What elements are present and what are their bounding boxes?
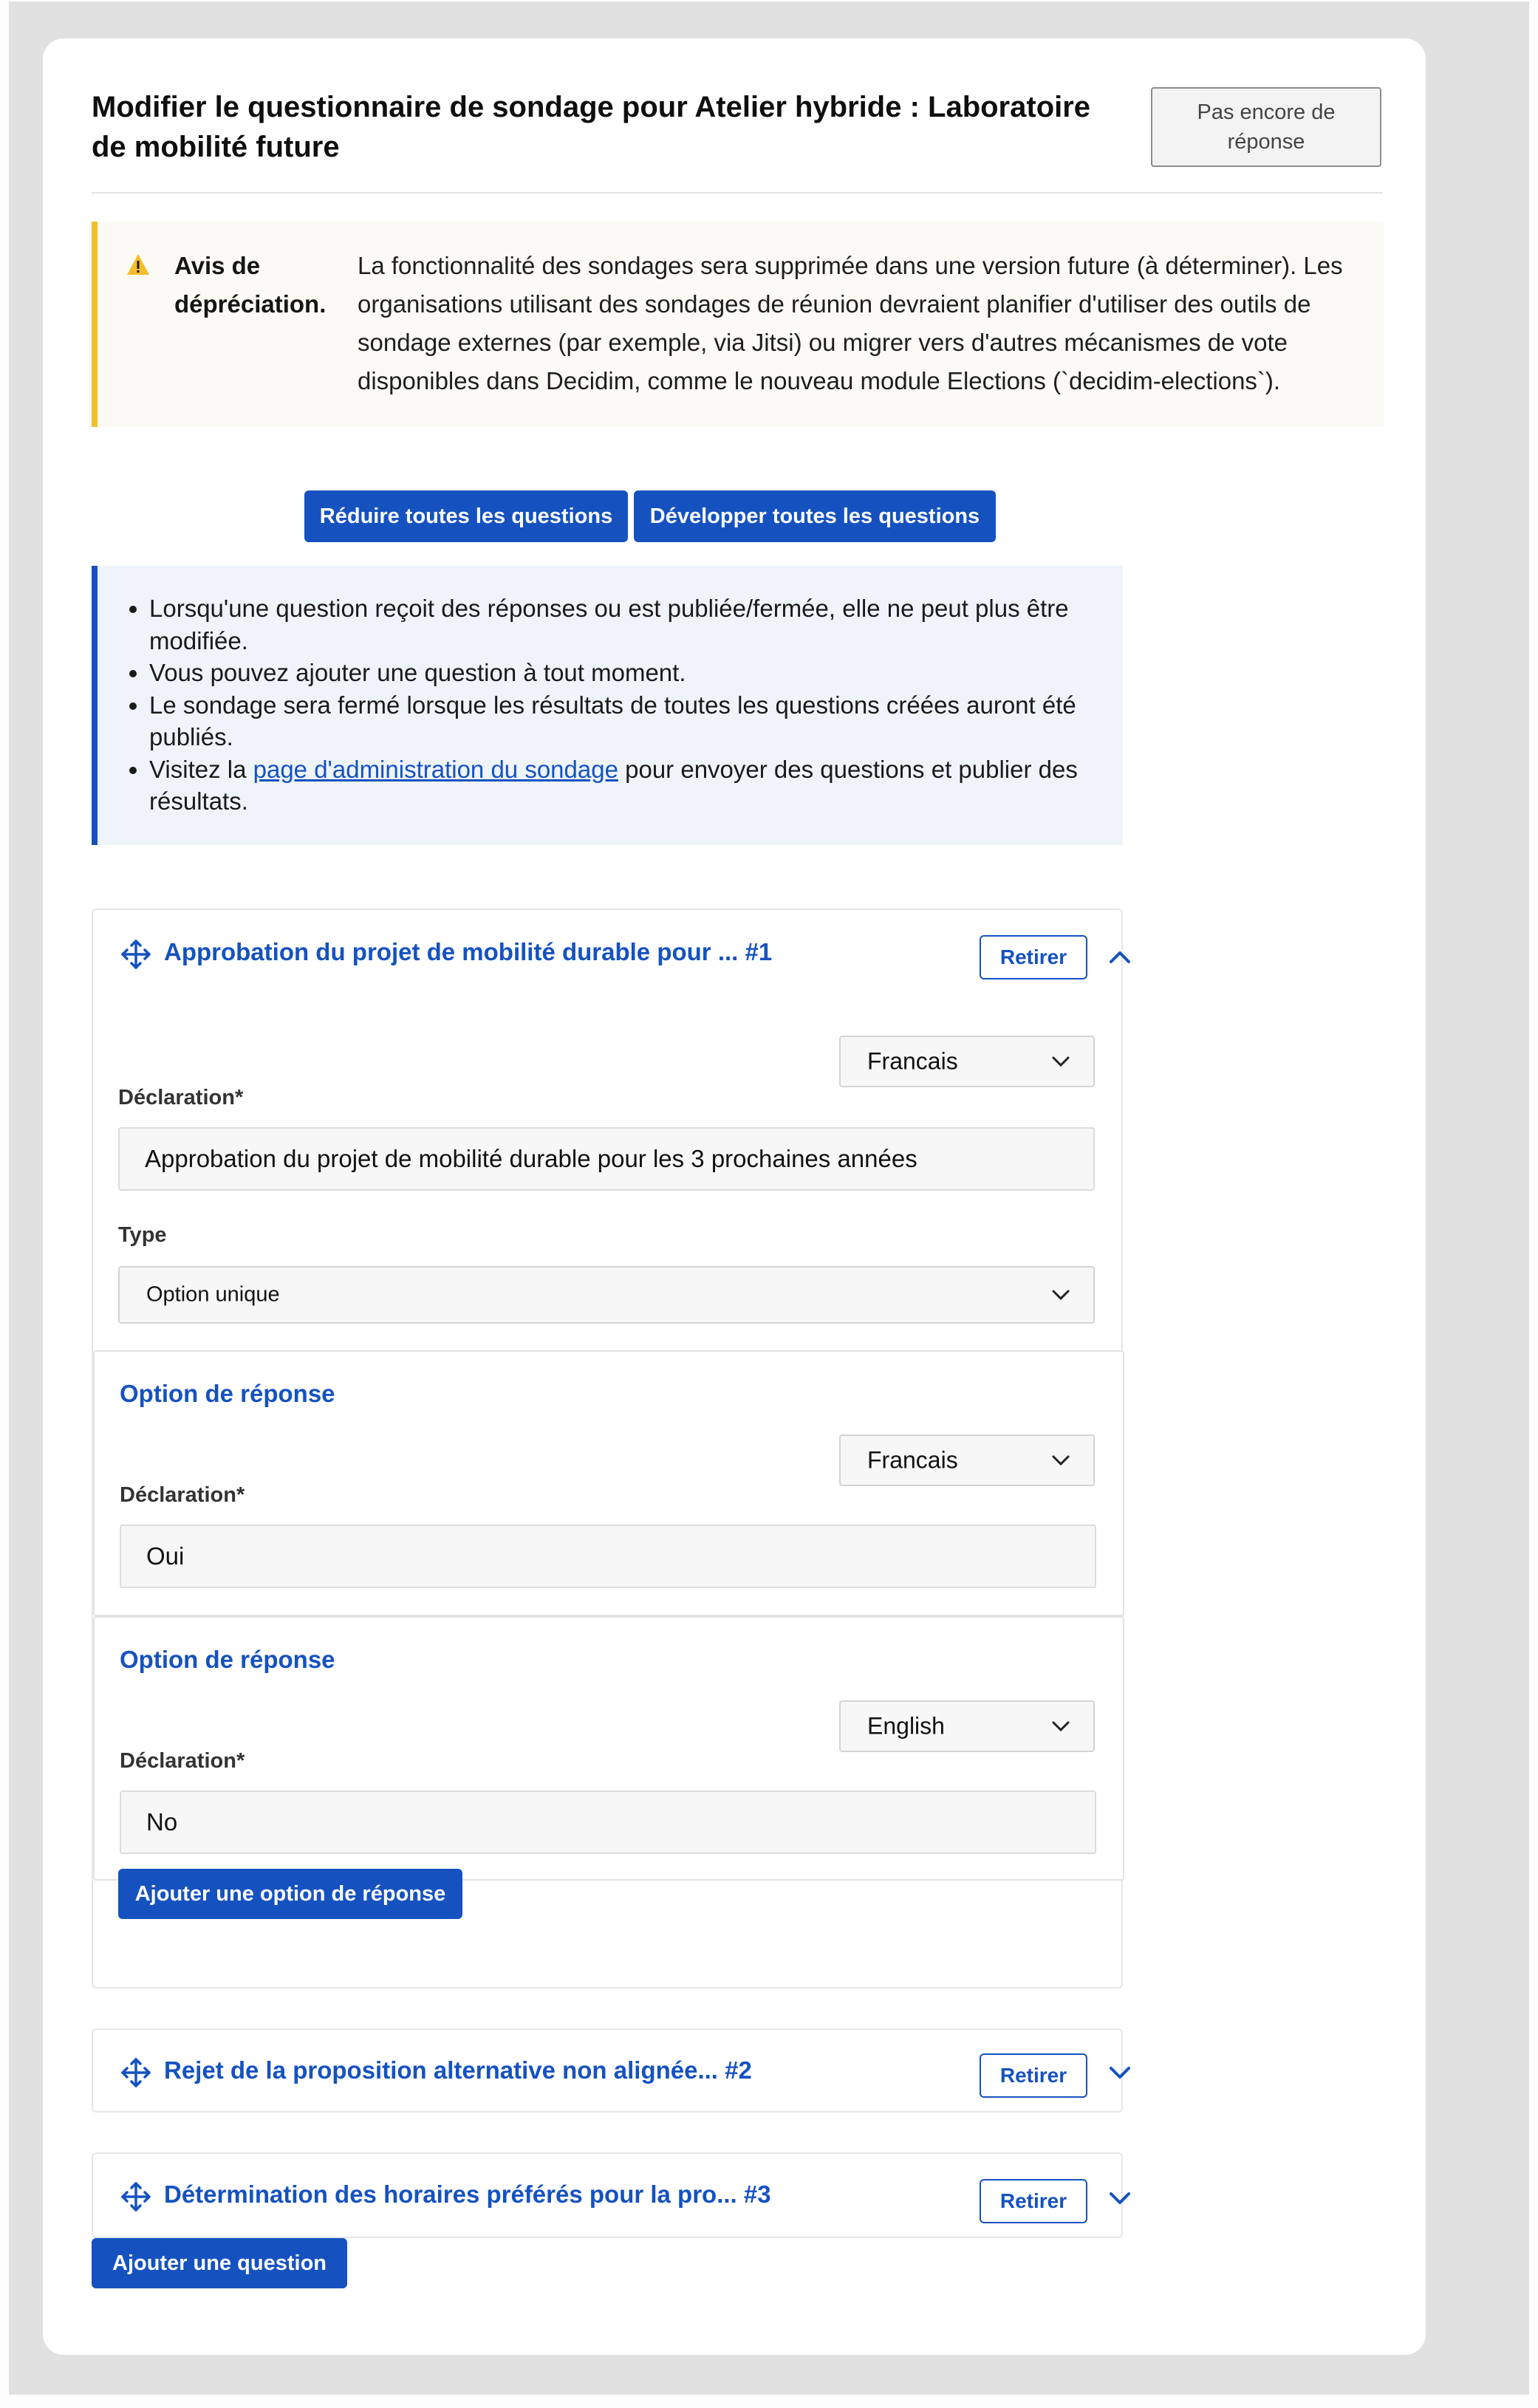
- chevron-down-icon: [1050, 1054, 1071, 1069]
- chevron-down-icon[interactable]: [1105, 2183, 1135, 2213]
- survey-editor-card: [43, 38, 1426, 2355]
- notice-text: La fonctionnalité des sondages sera supprimée dans une version future (à déterminer). Les organisations utilisant des sondages de réunion devraient planifier d'utiliser des outils de sondage externes (par exemple, via Jitsi) ou migrer vers d'autres mécanismes de vote disponibles dans Decidim, comme le nouveau module Elections (`decidim-elections`).: [358, 252, 1343, 394]
- type-label: Type: [118, 1223, 167, 1247]
- chevron-down-icon: [1050, 1287, 1071, 1302]
- statement-input-value: Approbation du projet de mobilité durable pour les 3 prochaines années: [145, 1145, 917, 1172]
- info-item: [149, 753, 1095, 818]
- chevron-up-icon[interactable]: [1105, 943, 1135, 972]
- drag-move-icon[interactable]: [120, 938, 152, 971]
- answer-option-value: No: [146, 1808, 178, 1836]
- chevron-down-icon: [1050, 1719, 1071, 1734]
- info-callout: [92, 566, 1123, 845]
- question-title[interactable]: Approbation du projet de mobilité durable pour ... #1: [164, 938, 773, 965]
- language-select[interactable]: [839, 1036, 1095, 1087]
- info-item: • Le sondage sera fermé lorsque les résultats de toutes les questions créées auront été publiés.: [149, 689, 1095, 753]
- answer-option-input[interactable]: [120, 1525, 1096, 1588]
- statement-label: Déclaration*: [118, 1086, 244, 1109]
- answer-option-card: [93, 1616, 1124, 1881]
- warning-icon: [126, 253, 151, 276]
- info-list: [149, 592, 1095, 818]
- language-select-value: English: [867, 1712, 945, 1740]
- answer-option-title: Option de réponse: [120, 1380, 335, 1407]
- deprecation-notice: [92, 222, 1384, 427]
- question-header[interactable]: [93, 910, 1121, 991]
- question-title[interactable]: Détermination des horaires préférés pour la pro... #3: [164, 2180, 771, 2208]
- remove-question-button[interactable]: Retirer: [980, 935, 1087, 979]
- info-item: • Lorsqu'une question reçoit des réponses ou est publiée/fermée, elle ne peut plus être modifiée.: [149, 592, 1095, 657]
- language-select[interactable]: [839, 1434, 1095, 1486]
- info-text: Visitez la: [149, 755, 247, 783]
- type-select[interactable]: [118, 1266, 1095, 1324]
- remove-question-button[interactable]: Retirer: [980, 2179, 1087, 2223]
- language-select-value: Francais: [867, 1047, 958, 1075]
- question-header[interactable]: [93, 2154, 1121, 2235]
- chevron-down-icon: [1050, 1453, 1071, 1468]
- chevron-down-icon[interactable]: [1105, 2058, 1135, 2087]
- expand-all-button[interactable]: Développer toutes les questions: [634, 490, 996, 542]
- answer-option-card: [93, 1350, 1124, 1616]
- drag-move-icon[interactable]: [120, 2056, 152, 2089]
- drag-move-icon[interactable]: [120, 2180, 152, 2213]
- question-card: [92, 2028, 1123, 2113]
- poll-admin-link[interactable]: page d'administration du sondage: [253, 755, 618, 783]
- language-select[interactable]: [839, 1700, 1095, 1752]
- question-card: [92, 2152, 1123, 2238]
- statement-input[interactable]: [118, 1127, 1095, 1191]
- collapse-all-button[interactable]: Réduire toutes les questions: [304, 490, 628, 542]
- answer-option-input[interactable]: [120, 1790, 1096, 1854]
- question-card: [92, 909, 1123, 1988]
- question-title[interactable]: Rejet de la proposition alternative non alignée... #2: [164, 2056, 752, 2084]
- status-badge: Pas encore de réponse: [1151, 87, 1381, 167]
- page-title: Modifier le questionnaire de sondage pour Atelier hybride : Laboratoire de mobilité future: [92, 91, 1091, 163]
- answer-option-value: Oui: [146, 1542, 185, 1570]
- language-select-value: Francais: [867, 1446, 958, 1474]
- type-select-value: Option unique: [146, 1282, 280, 1307]
- statement-label: Déclaration*: [120, 1483, 245, 1507]
- statement-label: Déclaration*: [120, 1749, 245, 1773]
- divider: [92, 192, 1383, 194]
- question-header[interactable]: [93, 2030, 1121, 2111]
- info-text: pour envoyer des questions et publier des résultats.: [149, 755, 1078, 815]
- add-answer-option-button[interactable]: Ajouter une option de réponse: [118, 1869, 462, 1919]
- notice-title: Avis de dépréciation.: [174, 252, 327, 318]
- answer-option-title: Option de réponse: [120, 1646, 335, 1673]
- info-item: • Vous pouvez ajouter une question à tout moment.: [149, 657, 1095, 689]
- remove-question-button[interactable]: Retirer: [980, 2053, 1087, 2098]
- add-question-button[interactable]: Ajouter une question: [92, 2238, 347, 2288]
